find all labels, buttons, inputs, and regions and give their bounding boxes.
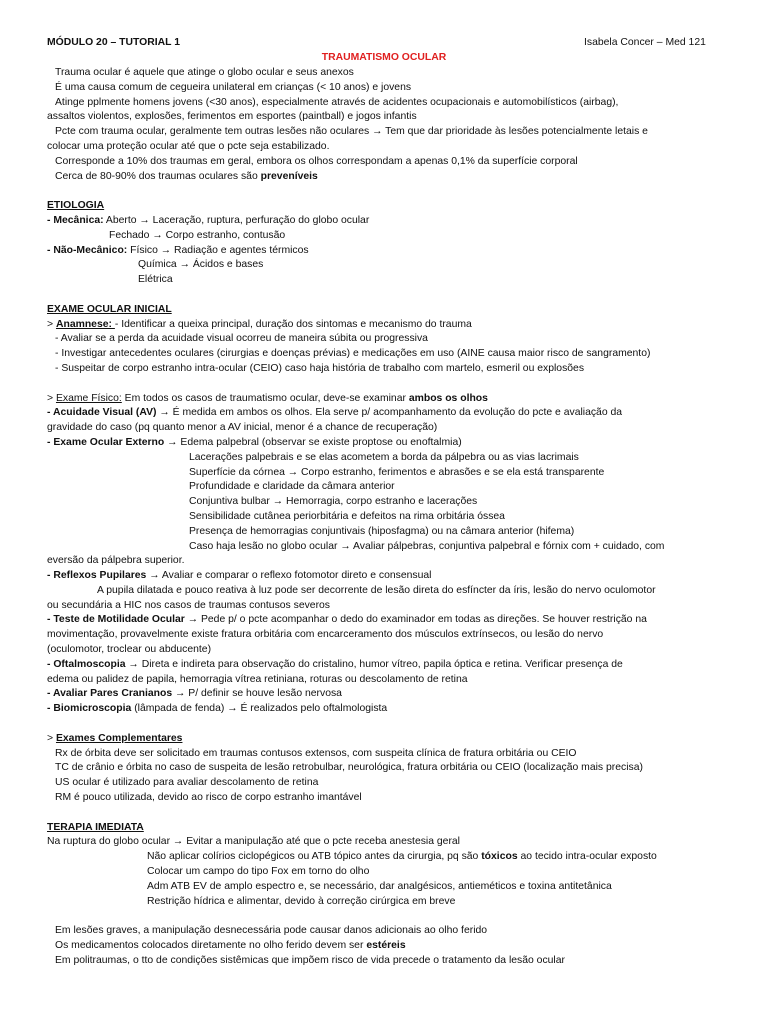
exame-label: - Reflexos Pupilares: [47, 570, 147, 582]
terapia-line: Colocar um campo do tipo Fox em torno do olho: [147, 866, 370, 878]
exame-line: Lacerações palpebrais e se elas acometem a borda da pálpebra ou as vias lacrimais: [189, 451, 579, 463]
etiologia-line: [47, 244, 737, 259]
exame-label: - Teste de Motilidade Ocular: [47, 614, 185, 626]
exame-line: [47, 436, 737, 451]
intro-line: Atinge pplmente homens jovens (<30 anos), especialmente através de acidentes ocupacionais e automobilísticos (airbag),: [55, 96, 619, 108]
exames-complementares-label: Exames Complementares: [55, 732, 183, 744]
exame-text: (lâmpada de fenda) → É realizados pelo oftalmologista: [131, 703, 388, 715]
intro-line: colocar uma proteção ocular até que o pcte seja estabilizado.: [47, 140, 330, 152]
exame-text: → Direta e indireta para observação do cristalino, humor vítreo, papila óptica e retina. Verificar presença de: [125, 658, 623, 670]
author-heading: Isabela Concer – Med 121: [584, 37, 706, 48]
exame-line: Conjuntiva bulbar → Hemorragia, corpo estranho e lacerações: [189, 496, 478, 508]
exame-label: - Acuidade Visual (AV): [47, 407, 157, 419]
intro-line: Corresponde a 10% dos traumas em geral, embora os olhos correspondam a apenas 0,1% da superfície corporal: [55, 155, 578, 167]
exame-line: RM é pouco utilizada, devido ao risco de corpo estranho imantável: [55, 792, 362, 804]
intro-text: Cerca de 80-90% dos traumas oculares são: [55, 170, 261, 182]
exame-line: TC de crânio e órbita no caso de suspeita de lesão retrobulbar, neurológica, fratura orbitária ou CEIO (localização mais precisa): [55, 762, 643, 774]
document-title: TRAUMATISMO OCULAR: [321, 52, 447, 63]
intro-line: Trauma ocular é aquele que atinge o globo ocular e seus anexos: [55, 67, 354, 78]
exame-line: - Investigar antecedentes oculares (cirurgias e doenças prévias) e medicações em uso (AINE causa maior risco de sangramento): [55, 348, 651, 360]
exame-line: Profundidade e claridade da câmara anterior: [189, 481, 395, 493]
exame-label: - Exame Ocular Externo: [47, 436, 165, 448]
exame-text: → É medida em ambos os olhos. Ela serve p/ acompanhamento da evolução do pcte e avaliação da: [156, 407, 623, 419]
exame-label: - Biomicroscopia: [47, 703, 132, 715]
etiologia-text: Aberto → Laceração, ruptura, perfuração do globo ocular: [103, 214, 370, 226]
terapia-text: Os medicamentos colocados diretamente no olho ferido devem ser: [55, 940, 367, 952]
terapia-emphasis: estéreis: [366, 940, 406, 952]
terapia-line: Adm ATB EV de amplo espectro e, se necessário, dar analgésicos, antieméticos e toxina antitetânica: [147, 880, 612, 892]
terapia-line: [47, 939, 737, 954]
exame-line: [47, 613, 737, 628]
exame-line: [47, 687, 737, 702]
exame-marker: >: [47, 392, 56, 404]
exame-emphasis: ambos os olhos: [408, 392, 488, 404]
terapia-emphasis: tóxicos: [481, 851, 518, 863]
exame-line: Caso haja lesão no globo ocular → Avaliar pálpebras, conjuntiva palpebral e fórnix com + cuidado, com: [189, 540, 665, 552]
etiologia-line: Elétrica: [138, 274, 173, 286]
exame-line: eversão da pálpebra superior.: [47, 555, 185, 567]
terapia-line: Na ruptura do globo ocular → Evitar a manipulação até que o pcte receba anestesia geral: [47, 836, 460, 848]
intro-line: assaltos violentos, explosões, ferimentos em esportes (paintball) e jogos infantis: [47, 111, 417, 123]
exame-line: [47, 702, 737, 717]
exame-line: Sensibilidade cutânea periorbitária e defeitos na rima orbitária óssea: [189, 510, 505, 522]
terapia-line: Restrição hídrica e alimentar, devido à correção cirúrgica em breve: [147, 895, 456, 907]
exame-marker: >: [47, 318, 56, 330]
terapia-text: Não aplicar colírios ciclopégicos ou ATB tópico antes da cirurgia, pq são: [147, 851, 482, 863]
terapia-text: ao tecido intra-ocular exposto: [517, 851, 657, 863]
exame-line: [47, 406, 737, 421]
exame-text: Em todos os casos de traumatismo ocular, deve-se examinar: [121, 392, 409, 404]
exame-line: [47, 732, 737, 747]
terapia-line: [47, 850, 737, 865]
document-body: [47, 66, 737, 969]
exame-marker: >: [47, 732, 56, 744]
anamnese-label: Anamnese:: [55, 318, 115, 330]
intro-line: [47, 170, 737, 185]
exame-line: Presença de hemorragias conjuntivais (hiposfagma) ou na câmara anterior (hifema): [189, 525, 575, 537]
intro-emphasis: preveníveis: [260, 170, 318, 182]
section-title-terapia: TERAPIA IMEDIATA: [47, 821, 144, 833]
exame-fisico-label: Exame Físico:: [55, 392, 122, 404]
module-heading: MÓDULO 20 – TUTORIAL 1: [47, 37, 180, 48]
etiologia-label: - Mecânica:: [47, 214, 104, 226]
terapia-line: Em politraumas, o tto de condições sistêmicas que impõem risco de vida precede o tratamento da lesão ocular: [55, 954, 565, 966]
exame-line: - Suspeitar de corpo estranho intra-ocular (CEIO) caso haja história de trabalho com martelo, esmeril ou explosões: [55, 362, 585, 374]
exame-label: - Oftalmoscopia: [47, 658, 126, 670]
intro-line: Pcte com trauma ocular, geralmente tem outras lesões não oculares → Tem que dar prioridade às lesões potencialmente letais e: [55, 126, 648, 138]
etiologia-line: Fechado → Corpo estranho, contusão: [109, 229, 286, 241]
etiologia-line: Química → Ácidos e bases: [138, 259, 264, 271]
intro-line: É uma causa comum de cegueira unilateral em crianças (< 10 anos) e jovens: [55, 81, 412, 93]
exame-label: - Avaliar Pares Cranianos: [47, 688, 173, 700]
exame-line: gravidade do caso (pq quanto menor a AV inicial, menor é a chance de recuperação): [47, 422, 438, 434]
terapia-line: Em lesões graves, a manipulação desnecessária pode causar danos adicionais ao olho ferido: [55, 925, 488, 937]
exame-line: [47, 318, 737, 333]
etiologia-line: [47, 214, 737, 229]
exame-line: movimentação, provavelmente existe fratura orbitária com encarceramento dos músculos extrínsecos, ou lesão do nervo: [47, 629, 604, 641]
exame-line: Superfície da córnea → Corpo estranho, ferimentos e abrasões e se ela está transparente: [189, 466, 605, 478]
exame-line: edema ou palidez de papila, hemorragia vítrea retiniana, roturas ou descolamento de retina: [47, 673, 468, 685]
exame-text: - Identificar a queixa principal, duração dos sintomas e mecanismo do trauma: [114, 318, 472, 330]
exame-line: US ocular é utilizado para avaliar descolamento de retina: [55, 777, 319, 789]
etiologia-text: Físico → Radiação e agentes térmicos: [127, 244, 309, 256]
exame-text: → Avaliar e comparar o reflexo fotomotor direto e consensual: [146, 570, 432, 582]
exame-line: Rx de órbita deve ser solicitado em traumas contusos extensos, com suspeita clínica de fratura orbitária ou CEIO: [55, 747, 577, 759]
exame-line: [47, 658, 737, 673]
exame-line: [47, 569, 737, 584]
exame-line: A pupila dilatada e pouco reativa à luz pode ser decorrente de lesão direta do esfíncter da íris, lesão do nervo oculomotor: [97, 584, 656, 596]
exame-line: ou secundária a HIC nos casos de traumas contusos severos: [47, 599, 331, 611]
etiologia-label: - Não-Mecânico:: [47, 244, 128, 256]
exame-text: → P/ definir se houve lesão nervosa: [172, 688, 342, 700]
section-title-exame: EXAME OCULAR INICIAL: [47, 303, 172, 315]
exame-text: → Pede p/ o pcte acompanhar o dedo do examinador em todas as direções. Se houver restrição na: [184, 614, 647, 626]
exame-line: (oculomotor, troclear ou abducente): [47, 644, 212, 656]
exame-text: → Edema palpebral (observar se existe proptose ou enoftalmia): [164, 436, 462, 448]
section-title-etiologia: ETIOLOGIA: [47, 200, 105, 212]
exame-line: [47, 392, 737, 407]
exame-line: - Avaliar se a perda da acuidade visual ocorreu de maneira súbita ou progressiva: [55, 333, 428, 345]
